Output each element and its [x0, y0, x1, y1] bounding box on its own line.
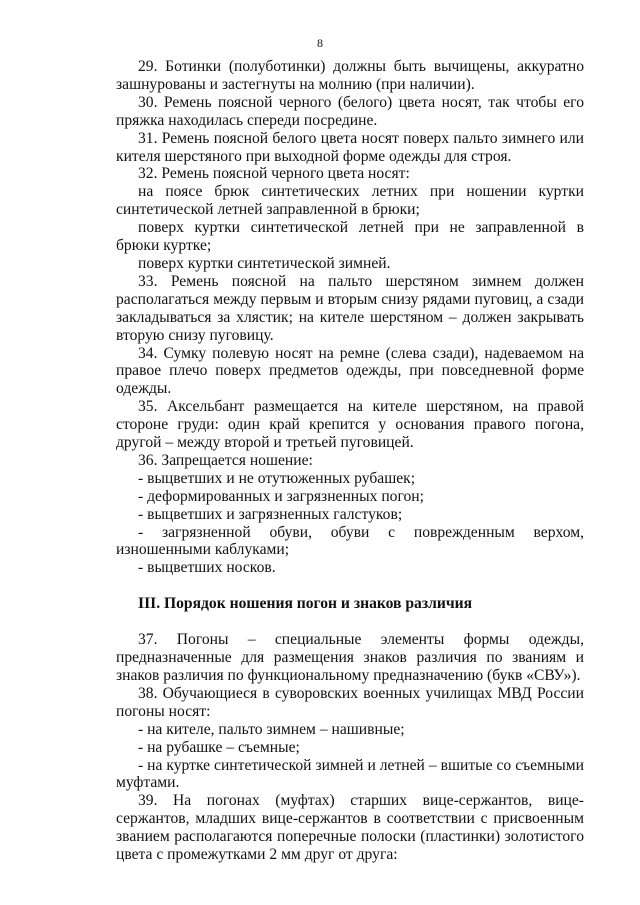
- paragraph-32: 32. Ремень поясной черного цвета носят:: [138, 165, 410, 183]
- paragraph-36-item-4: - загрязненной обуви, обуви с поврежденным верхом, изношенными каблуками;: [116, 523, 584, 559]
- paragraph-32-item-3: поверх куртки синтетической зимней.: [138, 254, 391, 272]
- paragraph-32-item-2: поверх куртки синтетической летней при не заправленной в брюки куртке;: [116, 219, 584, 255]
- spacer: [116, 613, 584, 631]
- paragraph-39: 39. На погонах (муфтах) старших вице-сержантов, вице-сержантов, младших вице-сержантов в соответствии с присвоенным званием располагаются поперечные полоски (пластинки) золотистого цвета с промежутками 2 мм друг от друга:: [116, 792, 584, 864]
- paragraph-37: 37. Погоны – специальные элементы формы одежды, предназначенные для размещения знаков различия по званиям и знаков различия по функциональному предназначению (букв «СВУ»).: [116, 631, 584, 684]
- paragraph-35: 35. Аксельбант размещается на кителе шерстяном, на правой стороне груди: один край крепится у основания правого погона, другой – между второй и третьей пуговицей.: [116, 398, 584, 452]
- paragraph-36-item-5: - выцветших носков.: [138, 559, 276, 577]
- spacer: [116, 577, 584, 595]
- paragraph-30: 30. Ремень поясной черного (белого) цвета носят, так чтобы его пряжка находилась спереди посредине.: [116, 93, 584, 129]
- paragraph-38-item-2: - на рубашке – съемные;: [138, 738, 300, 756]
- page-number: 8: [317, 36, 323, 50]
- paragraph-31: 31. Ремень поясной белого цвета носят поверх пальто зимнего или кителя шерстяного при выходной форме одежды для строя.: [116, 129, 584, 165]
- section-heading: III. Порядок ношения погон и знаков различия: [138, 595, 473, 613]
- paragraph-36: 36. Запрещается ношение:: [138, 451, 313, 469]
- paragraph-36-item-1: - выцветших и не отутюженных рубашек;: [138, 469, 416, 487]
- paragraph-36-item-2: - деформированных и загрязненных погон;: [138, 487, 424, 505]
- document-body: [116, 58, 584, 864]
- paragraph-38: 38. Обучающиеся в суворовских военных училищах МВД России погоны носят:: [116, 684, 584, 720]
- paragraph-36-item-3: - выцветших и загрязненных галстуков;: [138, 505, 403, 523]
- paragraph-29: 29. Ботинки (полуботинки) должны быть вычищены, аккуратно зашнурованы и застегнуты на молнию (при наличии).: [116, 58, 584, 93]
- paragraph-38-item-3: - на куртке синтетической зимней и летней – вшитые со съемными муфтами.: [116, 756, 584, 792]
- paragraph-38-item-1: - на кителе, пальто зимнем – нашивные;: [138, 720, 405, 738]
- paragraph-32-item-1: на поясе брюк синтетических летних при ношении куртки синтетической летней заправленной в брюки;: [116, 183, 584, 219]
- paragraph-34: 34. Сумку полевую носят на ремне (слева сзади), надеваемом на правое плечо поверх предметов одежды, при повседневной форме одежды.: [116, 344, 584, 398]
- paragraph-33: 33. Ремень поясной на пальто шерстяном зимнем должен располагаться между первым и вторым снизу рядами пуговиц, а сзади закладываться за хлястик; на кителе шерстяном – должен закрывать вторую снизу пуговицу.: [116, 272, 584, 344]
